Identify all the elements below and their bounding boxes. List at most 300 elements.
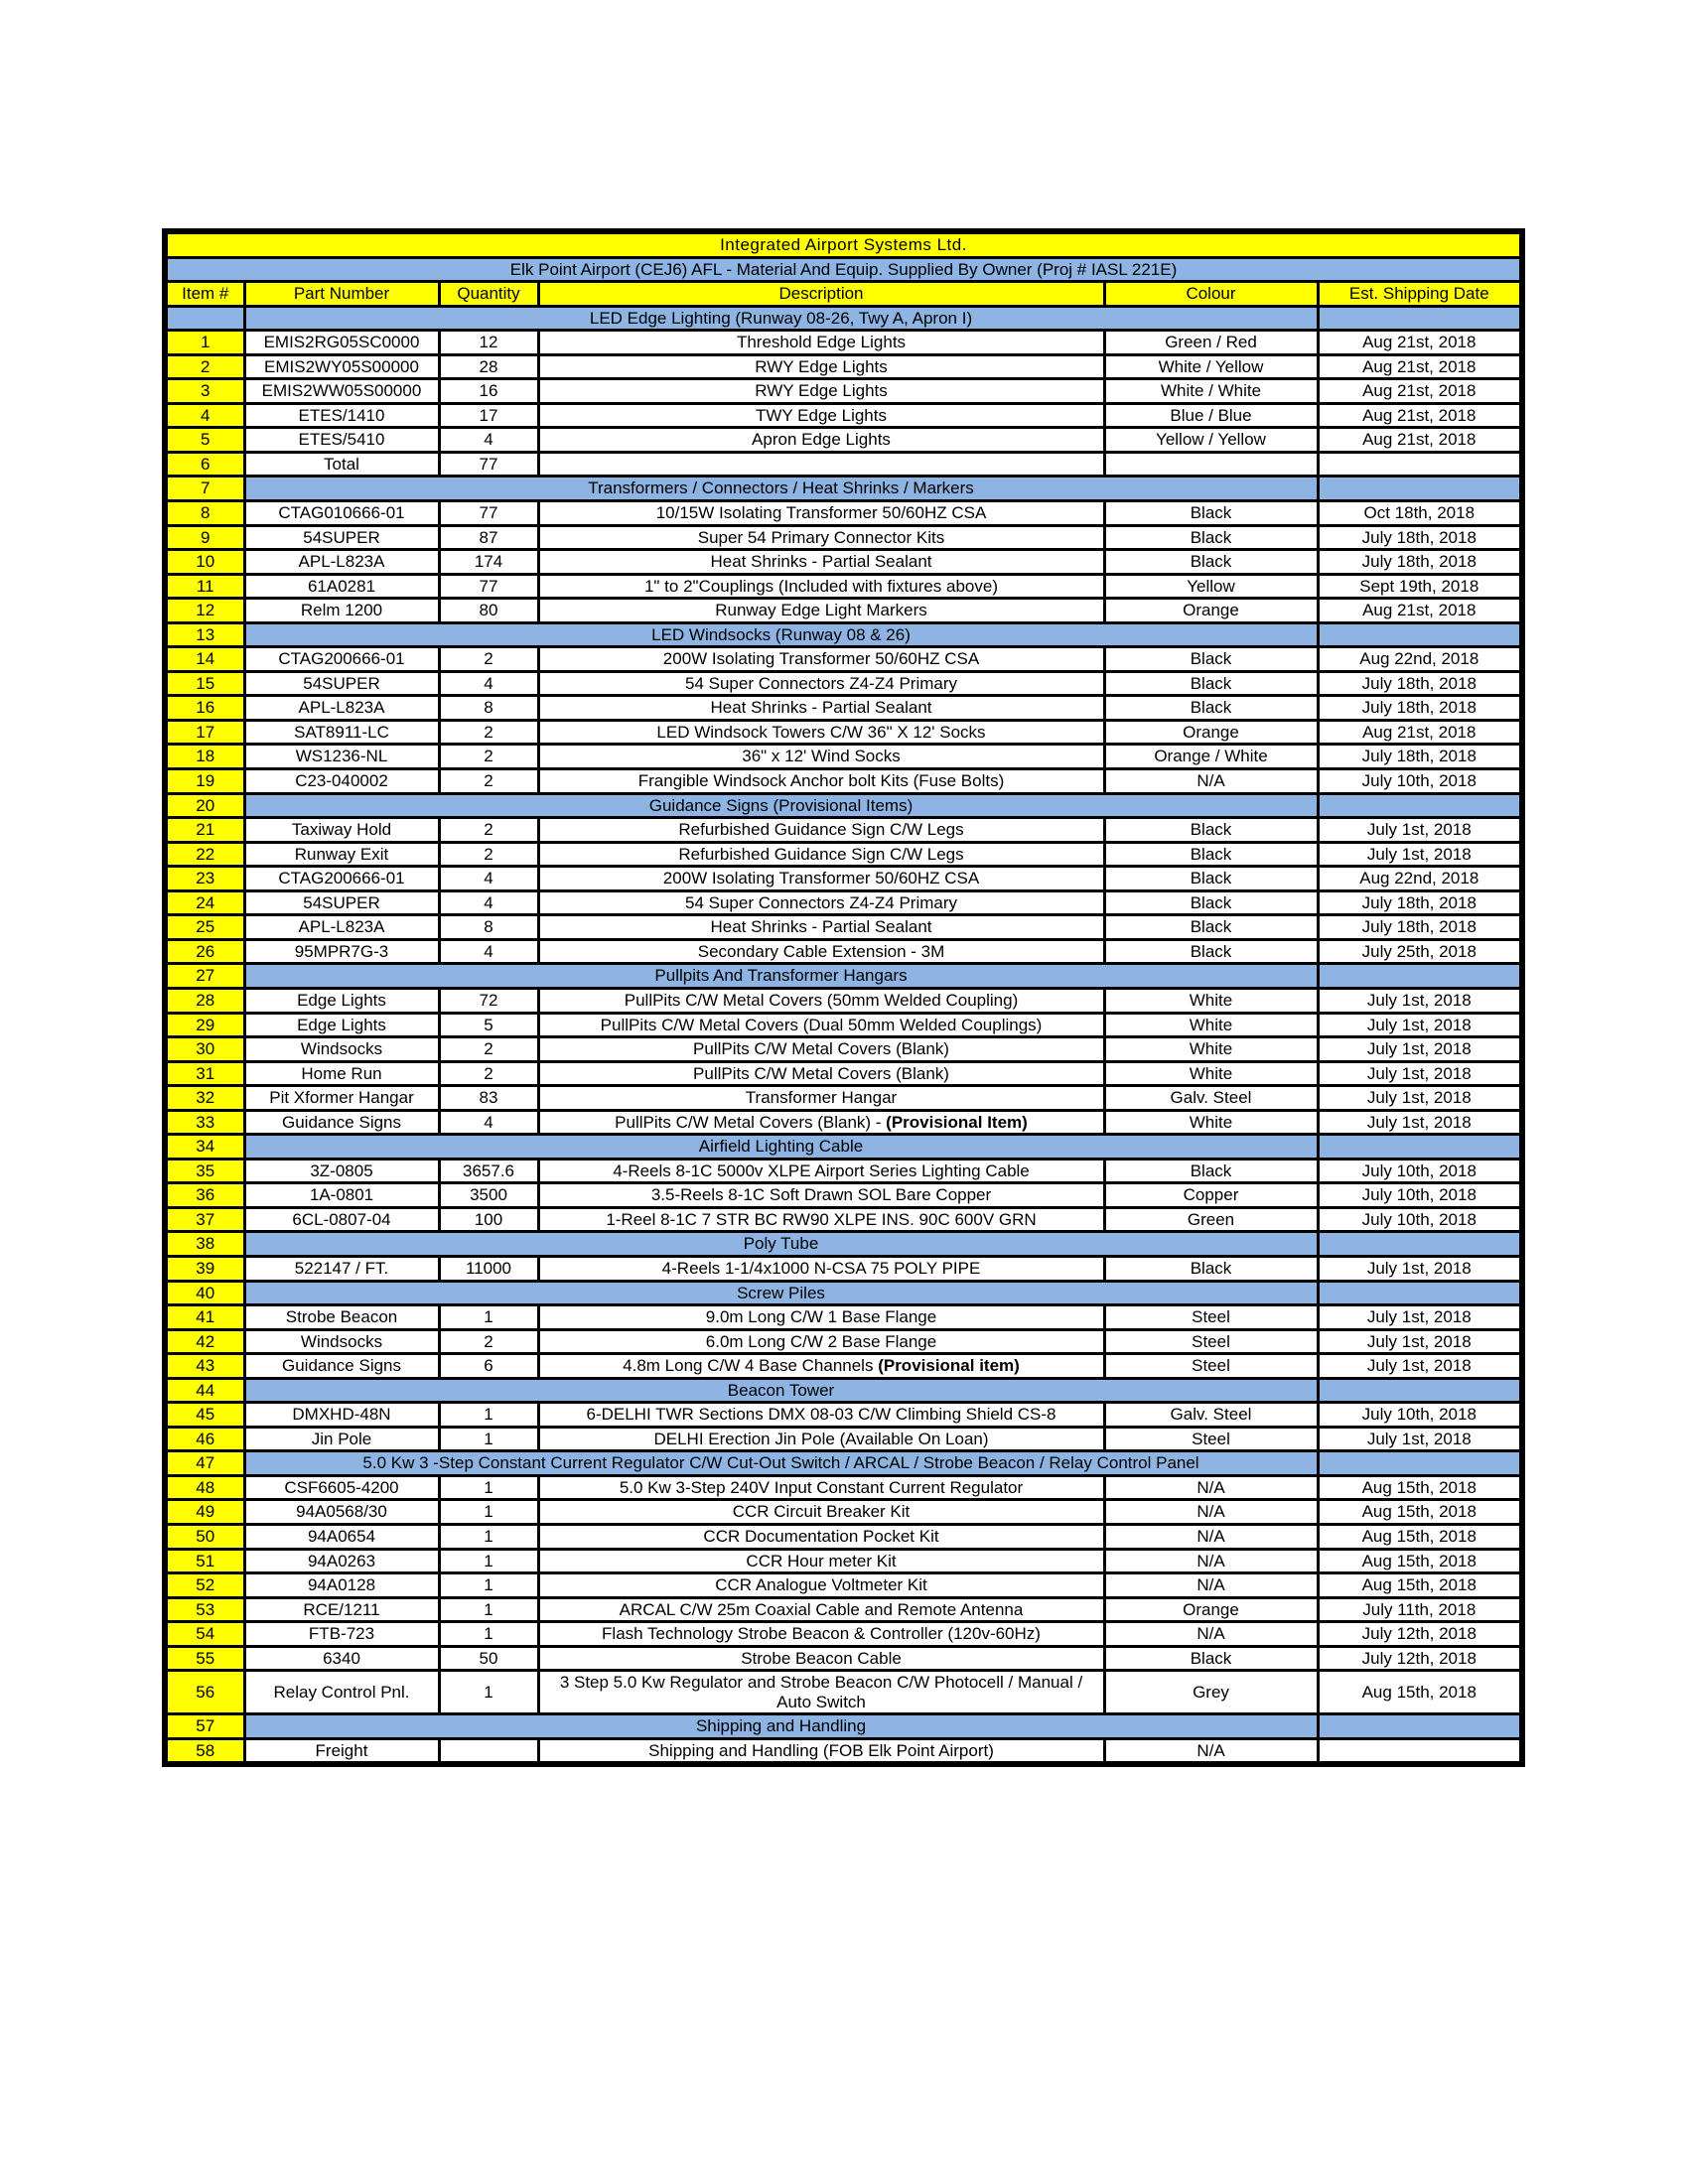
cell-part-number: 54SUPER [244, 671, 439, 696]
table-row [165, 867, 1522, 891]
cell-colour: Grey [1104, 1671, 1318, 1714]
cell-description: 200W Isolating Transformer 50/60HZ CSA [538, 647, 1104, 672]
cell-description: PullPits C/W Metal Covers (50mm Welded Coupling) [538, 988, 1104, 1013]
cell-item-number: 51 [165, 1549, 244, 1573]
section-label: Poly Tube [244, 1232, 1318, 1257]
cell-part-number: CSF6605-4200 [244, 1475, 439, 1500]
cell-shipping-date: Aug 15th, 2018 [1318, 1500, 1522, 1525]
section-label: LED Edge Lighting (Runway 08-26, Twy A, Apron I) [244, 306, 1318, 331]
cell-description: LED Windsock Towers C/W 36" X 12' Socks [538, 720, 1104, 745]
cell-description: Frangible Windsock Anchor bolt Kits (Fuse Bolts) [538, 769, 1104, 794]
table-row [165, 1549, 1522, 1573]
cell-description: 54 Super Connectors Z4-Z4 Primary [538, 671, 1104, 696]
section-row [165, 477, 1522, 501]
table-row [165, 1573, 1522, 1598]
total-label: Total [244, 452, 439, 477]
cell-colour: Black [1104, 842, 1318, 867]
cell-part-number: DMXHD-48N [244, 1403, 439, 1428]
cell-shipping-date: July 18th, 2018 [1318, 525, 1522, 550]
cell-part-number: CTAG200666-01 [244, 867, 439, 891]
table-row [165, 550, 1522, 575]
cell-item-number: 55 [165, 1646, 244, 1671]
cell-item-number: 7 [165, 477, 244, 501]
table-row [165, 647, 1522, 672]
cell-item-number: 48 [165, 1475, 244, 1500]
cell-part-number: Relay Control Pnl. [244, 1671, 439, 1714]
description-bold-note: (Provisional item) [878, 1356, 1020, 1376]
cell-shipping-date: July 18th, 2018 [1318, 915, 1522, 940]
column-header-description: Description [538, 282, 1104, 307]
cell-part-number: Freight [244, 1738, 439, 1764]
cell-quantity: 17 [439, 403, 538, 428]
cell-item-number [165, 306, 244, 331]
table-row [165, 1622, 1522, 1647]
table-row [165, 501, 1522, 526]
cell-part-number: APL-L823A [244, 696, 439, 721]
cell-shipping-date: Aug 21st, 2018 [1318, 403, 1522, 428]
table-row [165, 525, 1522, 550]
cell-description: PullPits C/W Metal Covers (Blank) - (Provisional Item) [538, 1110, 1104, 1135]
table-row [165, 452, 1522, 477]
cell-shipping-date: Aug 21st, 2018 [1318, 720, 1522, 745]
cell-item-number: 56 [165, 1671, 244, 1714]
cell-description: PullPits C/W Metal Covers (Dual 50mm Welded Couplings) [538, 1013, 1104, 1037]
cell-item-number: 16 [165, 696, 244, 721]
cell-colour: Green / Red [1104, 331, 1318, 355]
cell-shipping-date: Aug 15th, 2018 [1318, 1671, 1522, 1714]
cell-colour: N/A [1104, 1549, 1318, 1573]
section-row [165, 964, 1522, 989]
table-row [165, 1013, 1522, 1037]
cell-quantity [439, 1738, 538, 1764]
column-header-part-number: Part Number [244, 282, 439, 307]
cell-part-number: Jin Pole [244, 1427, 439, 1451]
cell-item-number: 49 [165, 1500, 244, 1525]
cell-part-number: Guidance Signs [244, 1110, 439, 1135]
cell-colour: N/A [1104, 1573, 1318, 1598]
cell-item-number: 14 [165, 647, 244, 672]
cell-shipping-date: July 1st, 2018 [1318, 1354, 1522, 1379]
cell-colour: Black [1104, 647, 1318, 672]
cell-item-number: 31 [165, 1061, 244, 1086]
cell-quantity: 1 [439, 1549, 538, 1573]
cell-part-number: Runway Exit [244, 842, 439, 867]
section-label: Beacon Tower [244, 1378, 1318, 1403]
cell-item-number: 6 [165, 452, 244, 477]
section-row [165, 1378, 1522, 1403]
company-title-row [165, 231, 1522, 257]
cell-shipping-date: July 18th, 2018 [1318, 550, 1522, 575]
cell-colour: Black [1104, 939, 1318, 964]
table-row [165, 1524, 1522, 1549]
cell-part-number: 1A-0801 [244, 1183, 439, 1208]
cell-quantity: 2 [439, 1037, 538, 1062]
cell-shipping-date: July 10th, 2018 [1318, 1207, 1522, 1232]
table-row [165, 939, 1522, 964]
cell-part-number: ETES/5410 [244, 428, 439, 453]
table-row [165, 1500, 1522, 1525]
table-row [165, 574, 1522, 599]
cell-colour: Galv. Steel [1104, 1086, 1318, 1111]
cell-part-number: APL-L823A [244, 550, 439, 575]
table-row [165, 890, 1522, 915]
cell-shipping-date: Aug 15th, 2018 [1318, 1549, 1522, 1573]
cell-shipping-date: July 12th, 2018 [1318, 1646, 1522, 1671]
cell-quantity: 4 [439, 1110, 538, 1135]
cell-colour: Black [1104, 1256, 1318, 1281]
cell-colour: Orange [1104, 599, 1318, 623]
cell-part-number: Windsocks [244, 1329, 439, 1354]
cell-item-number: 32 [165, 1086, 244, 1111]
cell-quantity: 2 [439, 842, 538, 867]
cell-shipping-date [1318, 1281, 1522, 1305]
cell-part-number: 94A0128 [244, 1573, 439, 1598]
cell-shipping-date: July 25th, 2018 [1318, 939, 1522, 964]
cell-item-number: 26 [165, 939, 244, 964]
project-title-row [165, 257, 1522, 282]
cell-colour: Yellow [1104, 574, 1318, 599]
cell-colour: Black [1104, 1159, 1318, 1183]
cell-part-number: 61A0281 [244, 574, 439, 599]
cell-description: 54 Super Connectors Z4-Z4 Primary [538, 890, 1104, 915]
section-row [165, 1135, 1522, 1160]
cell-colour: White [1104, 1013, 1318, 1037]
cell-shipping-date: July 1st, 2018 [1318, 1427, 1522, 1451]
cell-description: 9.0m Long C/W 1 Base Flange [538, 1305, 1104, 1330]
column-header-row [165, 282, 1522, 307]
cell-colour: Black [1104, 867, 1318, 891]
cell-quantity: 87 [439, 525, 538, 550]
cell-quantity: 2 [439, 647, 538, 672]
cell-colour: N/A [1104, 1475, 1318, 1500]
table-row [165, 379, 1522, 404]
table-row [165, 988, 1522, 1013]
cell-description: Super 54 Primary Connector Kits [538, 525, 1104, 550]
cell-colour [1104, 452, 1318, 477]
section-row [165, 306, 1522, 331]
cell-quantity: 3657.6 [439, 1159, 538, 1183]
cell-quantity: 1 [439, 1597, 538, 1622]
cell-quantity: 77 [439, 501, 538, 526]
cell-part-number: FTB-723 [244, 1622, 439, 1647]
cell-shipping-date: July 12th, 2018 [1318, 1622, 1522, 1647]
cell-colour: Black [1104, 1646, 1318, 1671]
cell-item-number: 5 [165, 428, 244, 453]
cell-shipping-date: July 1st, 2018 [1318, 988, 1522, 1013]
cell-shipping-date: July 18th, 2018 [1318, 745, 1522, 769]
table-row [165, 671, 1522, 696]
cell-description: Threshold Edge Lights [538, 331, 1104, 355]
cell-shipping-date [1318, 622, 1522, 647]
cell-description: Runway Edge Light Markers [538, 599, 1104, 623]
cell-shipping-date [1318, 306, 1522, 331]
table-row [165, 403, 1522, 428]
cell-quantity: 11000 [439, 1256, 538, 1281]
cell-shipping-date: Aug 21st, 2018 [1318, 599, 1522, 623]
cell-description: 6.0m Long C/W 2 Base Flange [538, 1329, 1104, 1354]
cell-shipping-date: July 1st, 2018 [1318, 1305, 1522, 1330]
cell-quantity: 4 [439, 671, 538, 696]
cell-part-number: 95MPR7G-3 [244, 939, 439, 964]
cell-part-number: APL-L823A [244, 915, 439, 940]
cell-item-number: 20 [165, 793, 244, 818]
cell-shipping-date: Aug 21st, 2018 [1318, 331, 1522, 355]
cell-part-number: EMIS2RG05SC0000 [244, 331, 439, 355]
section-row [165, 793, 1522, 818]
material-list-sheet [162, 228, 1519, 1767]
table-row [165, 599, 1522, 623]
cell-description: 3.5-Reels 8-1C Soft Drawn SOL Bare Copper [538, 1183, 1104, 1208]
cell-quantity: 2 [439, 769, 538, 794]
cell-part-number: 6340 [244, 1646, 439, 1671]
section-label: 5.0 Kw 3 -Step Constant Current Regulator C/W Cut-Out Switch / ARCAL / Strobe Beacon / Relay Control Panel [244, 1451, 1318, 1476]
cell-item-number: 44 [165, 1378, 244, 1403]
cell-item-number: 9 [165, 525, 244, 550]
cell-item-number: 18 [165, 745, 244, 769]
cell-description: 4-Reels 1-1/4x1000 N-CSA 75 POLY PIPE [538, 1256, 1104, 1281]
cell-quantity: 8 [439, 696, 538, 721]
cell-shipping-date: Aug 22nd, 2018 [1318, 867, 1522, 891]
section-label: Screw Piles [244, 1281, 1318, 1305]
cell-colour: Black [1104, 501, 1318, 526]
cell-colour: N/A [1104, 1738, 1318, 1764]
cell-shipping-date: July 1st, 2018 [1318, 1256, 1522, 1281]
cell-description: Strobe Beacon Cable [538, 1646, 1104, 1671]
cell-colour: Blue / Blue [1104, 403, 1318, 428]
cell-description: CCR Documentation Pocket Kit [538, 1524, 1104, 1549]
cell-shipping-date: July 1st, 2018 [1318, 1013, 1522, 1037]
cell-part-number: WS1236-NL [244, 745, 439, 769]
cell-description: Shipping and Handling (FOB Elk Point Airport) [538, 1738, 1104, 1764]
cell-item-number: 39 [165, 1256, 244, 1281]
cell-quantity: 1 [439, 1573, 538, 1598]
cell-item-number: 27 [165, 964, 244, 989]
cell-colour: Orange [1104, 720, 1318, 745]
cell-description: 4-Reels 8-1C 5000v XLPE Airport Series Lighting Cable [538, 1159, 1104, 1183]
cell-shipping-date: Aug 21st, 2018 [1318, 379, 1522, 404]
table-row [165, 1475, 1522, 1500]
cell-colour: Steel [1104, 1427, 1318, 1451]
cell-item-number: 3 [165, 379, 244, 404]
cell-description: 1" to 2"Couplings (Included with fixtures above) [538, 574, 1104, 599]
cell-colour: Yellow / Yellow [1104, 428, 1318, 453]
cell-quantity: 28 [439, 354, 538, 379]
cell-item-number: 54 [165, 1622, 244, 1647]
cell-description: 200W Isolating Transformer 50/60HZ CSA [538, 867, 1104, 891]
cell-description: Heat Shrinks - Partial Sealant [538, 696, 1104, 721]
cell-description: 5.0 Kw 3-Step 240V Input Constant Current Regulator [538, 1475, 1104, 1500]
cell-item-number: 29 [165, 1013, 244, 1037]
cell-shipping-date [1318, 452, 1522, 477]
cell-item-number: 53 [165, 1597, 244, 1622]
cell-item-number: 57 [165, 1714, 244, 1739]
company-title: Integrated Airport Systems Ltd. [165, 231, 1522, 257]
cell-quantity: 4 [439, 939, 538, 964]
cell-item-number: 30 [165, 1037, 244, 1062]
cell-part-number: 94A0654 [244, 1524, 439, 1549]
cell-colour: White / Yellow [1104, 354, 1318, 379]
cell-shipping-date [1318, 793, 1522, 818]
cell-shipping-date: Aug 21st, 2018 [1318, 354, 1522, 379]
cell-colour: Black [1104, 696, 1318, 721]
table-row [165, 428, 1522, 453]
cell-quantity: 1 [439, 1427, 538, 1451]
cell-part-number: Home Run [244, 1061, 439, 1086]
table-row [165, 818, 1522, 843]
cell-item-number: 37 [165, 1207, 244, 1232]
cell-quantity: 4 [439, 867, 538, 891]
cell-item-number: 46 [165, 1427, 244, 1451]
cell-description: Heat Shrinks - Partial Sealant [538, 915, 1104, 940]
cell-shipping-date: July 1st, 2018 [1318, 1110, 1522, 1135]
cell-quantity: 4 [439, 428, 538, 453]
cell-colour: Orange / White [1104, 745, 1318, 769]
cell-item-number: 34 [165, 1135, 244, 1160]
cell-quantity: 2 [439, 818, 538, 843]
table-row [165, 1646, 1522, 1671]
cell-description: CCR Circuit Breaker Kit [538, 1500, 1104, 1525]
cell-shipping-date: July 18th, 2018 [1318, 890, 1522, 915]
cell-description: CCR Hour meter Kit [538, 1549, 1104, 1573]
cell-description: 6-DELHI TWR Sections DMX 08-03 C/W Climbing Shield CS-8 [538, 1403, 1104, 1428]
cell-part-number: CTAG200666-01 [244, 647, 439, 672]
table-row [165, 1086, 1522, 1111]
cell-description: Flash Technology Strobe Beacon & Controller (120v-60Hz) [538, 1622, 1104, 1647]
table-row [165, 842, 1522, 867]
cell-item-number: 47 [165, 1451, 244, 1476]
cell-colour: Green [1104, 1207, 1318, 1232]
cell-part-number: Windsocks [244, 1037, 439, 1062]
cell-colour: Black [1104, 890, 1318, 915]
table-row [165, 696, 1522, 721]
cell-shipping-date: July 11th, 2018 [1318, 1597, 1522, 1622]
cell-part-number: 6CL-0807-04 [244, 1207, 439, 1232]
table-row [165, 1207, 1522, 1232]
cell-item-number: 1 [165, 331, 244, 355]
cell-description: 36" x 12' Wind Socks [538, 745, 1104, 769]
cell-item-number: 11 [165, 574, 244, 599]
cell-shipping-date: Aug 15th, 2018 [1318, 1573, 1522, 1598]
cell-quantity: 1 [439, 1475, 538, 1500]
cell-colour: N/A [1104, 1524, 1318, 1549]
cell-colour: White / White [1104, 379, 1318, 404]
cell-description: ARCAL C/W 25m Coaxial Cable and Remote Antenna [538, 1597, 1104, 1622]
cell-item-number: 10 [165, 550, 244, 575]
column-header-quantity: Quantity [439, 282, 538, 307]
cell-part-number: Guidance Signs [244, 1354, 439, 1379]
cell-part-number: Strobe Beacon [244, 1305, 439, 1330]
cell-description: Transformer Hangar [538, 1086, 1104, 1111]
cell-quantity: 6 [439, 1354, 538, 1379]
cell-shipping-date: July 1st, 2018 [1318, 1037, 1522, 1062]
cell-part-number: RCE/1211 [244, 1597, 439, 1622]
cell-colour: Galv. Steel [1104, 1403, 1318, 1428]
cell-shipping-date: Aug 22nd, 2018 [1318, 647, 1522, 672]
cell-description: Heat Shrinks - Partial Sealant [538, 550, 1104, 575]
cell-part-number: 3Z-0805 [244, 1159, 439, 1183]
cell-quantity: 4 [439, 890, 538, 915]
section-row [165, 622, 1522, 647]
cell-item-number: 22 [165, 842, 244, 867]
cell-item-number: 50 [165, 1524, 244, 1549]
cell-colour: Orange [1104, 1597, 1318, 1622]
cell-part-number: 54SUPER [244, 525, 439, 550]
description-bold-note: (Provisional Item) [886, 1112, 1028, 1132]
cell-item-number: 42 [165, 1329, 244, 1354]
cell-shipping-date: July 10th, 2018 [1318, 1403, 1522, 1428]
cell-shipping-date: July 18th, 2018 [1318, 696, 1522, 721]
cell-colour: Black [1104, 915, 1318, 940]
cell-quantity: 50 [439, 1646, 538, 1671]
cell-quantity: 83 [439, 1086, 538, 1111]
cell-colour: White [1104, 1037, 1318, 1062]
cell-quantity: 72 [439, 988, 538, 1013]
section-row [165, 1232, 1522, 1257]
section-label: Pullpits And Transformer Hangars [244, 964, 1318, 989]
table-row [165, 1597, 1522, 1622]
table-row [165, 1183, 1522, 1208]
table-row [165, 1403, 1522, 1428]
cell-part-number: C23-040002 [244, 769, 439, 794]
cell-quantity: 80 [439, 599, 538, 623]
cell-item-number: 28 [165, 988, 244, 1013]
cell-colour: N/A [1104, 769, 1318, 794]
cell-item-number: 43 [165, 1354, 244, 1379]
cell-quantity: 1 [439, 1524, 538, 1549]
section-label: Guidance Signs (Provisional Items) [244, 793, 1318, 818]
cell-item-number: 38 [165, 1232, 244, 1257]
cell-quantity: 77 [439, 452, 538, 477]
cell-item-number: 2 [165, 354, 244, 379]
cell-colour: Black [1104, 671, 1318, 696]
cell-part-number: SAT8911-LC [244, 720, 439, 745]
cell-item-number: 35 [165, 1159, 244, 1183]
cell-shipping-date: Aug 15th, 2018 [1318, 1475, 1522, 1500]
table-row [165, 1329, 1522, 1354]
table-row [165, 1061, 1522, 1086]
cell-shipping-date: July 18th, 2018 [1318, 671, 1522, 696]
cell-item-number: 13 [165, 622, 244, 647]
cell-description: DELHI Erection Jin Pole (Available On Loan) [538, 1427, 1104, 1451]
cell-item-number: 24 [165, 890, 244, 915]
cell-colour: Black [1104, 525, 1318, 550]
cell-item-number: 41 [165, 1305, 244, 1330]
cell-quantity: 2 [439, 745, 538, 769]
cell-part-number: EMIS2WW05S00000 [244, 379, 439, 404]
cell-shipping-date [1318, 1451, 1522, 1476]
cell-description [538, 452, 1104, 477]
table-row [165, 1354, 1522, 1379]
section-label: Transformers / Connectors / Heat Shrinks / Markers [244, 477, 1318, 501]
table-row [165, 1159, 1522, 1183]
cell-part-number: 94A0568/30 [244, 1500, 439, 1525]
cell-quantity: 1 [439, 1671, 538, 1714]
section-label: LED Windsocks (Runway 08 & 26) [244, 622, 1318, 647]
section-row [165, 1451, 1522, 1476]
table-row [165, 769, 1522, 794]
cell-shipping-date: July 1st, 2018 [1318, 1329, 1522, 1354]
cell-shipping-date: July 10th, 2018 [1318, 769, 1522, 794]
cell-quantity: 2 [439, 720, 538, 745]
cell-quantity: 2 [439, 1329, 538, 1354]
cell-item-number: 4 [165, 403, 244, 428]
cell-item-number: 58 [165, 1738, 244, 1764]
table-row [165, 915, 1522, 940]
table-row [165, 1671, 1522, 1714]
cell-quantity: 174 [439, 550, 538, 575]
section-label: Airfield Lighting Cable [244, 1135, 1318, 1160]
cell-item-number: 8 [165, 501, 244, 526]
